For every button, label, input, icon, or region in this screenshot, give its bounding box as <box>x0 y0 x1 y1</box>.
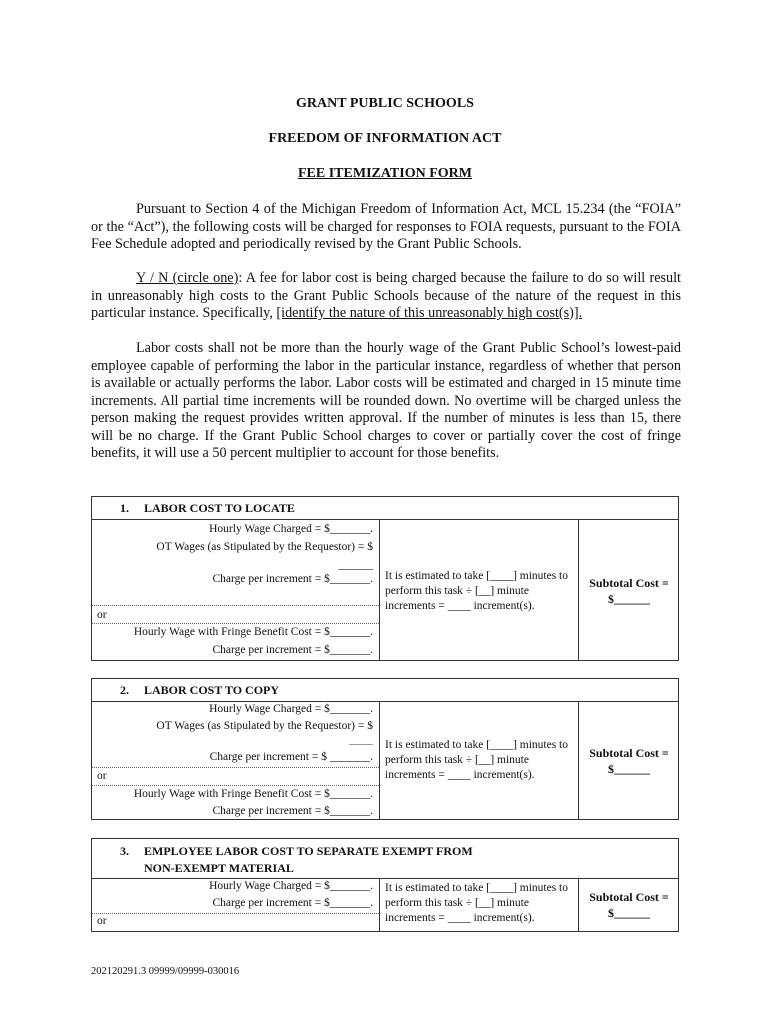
section-header <box>92 839 678 879</box>
fringe-wage-line[interactable]: Hourly Wage with Fringe Benefit Cost = $_______. <box>133 626 373 638</box>
section-title-2: NON-EXEMPT MATERIAL <box>144 861 294 875</box>
ot-wage-blank[interactable]: ______ <box>349 737 373 746</box>
hourly-wage-line[interactable]: Hourly Wage Charged = $_______. <box>209 880 373 892</box>
yn-paragraph <box>91 270 681 323</box>
charge-per-increment-line[interactable]: Charge per increment = $_______. <box>212 573 373 585</box>
subtotal-value[interactable]: $______ <box>608 592 650 606</box>
subtotal-value[interactable]: $______ <box>608 762 650 776</box>
estimate-text[interactable]: It is estimated to take [____] minutes to perform this task ÷ [__] minute increments = ____ increment(s). <box>385 882 569 924</box>
section-labor-copy <box>91 678 679 820</box>
or-label: or <box>97 915 107 927</box>
section-number: 2. <box>120 683 129 697</box>
subtotal-label: Subtotal Cost = <box>589 890 669 904</box>
document-footer-id: 202120291.3 09999/09999-030016 <box>91 966 240 977</box>
ot-wage-line[interactable]: OT Wages (as Stipulated by the Requestor) = $ <box>156 720 373 732</box>
ot-wage-blank[interactable]: ______ <box>338 559 373 571</box>
form-title: FEE ITEMIZATION FORM <box>298 166 472 181</box>
section-labor-locate <box>91 496 679 661</box>
charge-per-increment-line[interactable]: Charge per increment = $ _______. <box>209 751 373 763</box>
section-number: 3. <box>120 844 129 858</box>
charge-per-increment-2-line[interactable]: Charge per increment = $_______. <box>212 644 373 656</box>
charge-per-increment-line[interactable]: Charge per increment = $_______. <box>212 897 373 909</box>
act-title: FREEDOM OF INFORMATION ACT <box>268 131 502 146</box>
org-title: GRANT PUBLIC SCHOOLS <box>296 96 474 111</box>
intro-paragraph: Pursuant to Section 4 of the Michigan Freedom of Information Act, MCL 15.234 (the “FOIA” or the “Act”), the following costs will be charged for responses to FOIA requests, pursuant to the FOIA Fee Schedule adopted and periodically revised by the Grant Public Schools. <box>91 201 681 252</box>
section-title: LABOR COST TO LOCATE <box>144 501 295 515</box>
yn-text: : A fee for labor cost is being charged because the failure to do so will result in unreasonably high costs to the Grant Public Schools because of the nature of the request in this particular instance. Specifically, <box>91 270 681 321</box>
charge-per-increment-2-line[interactable]: Charge per increment = $_______. <box>212 805 373 817</box>
labor-paragraph: Labor costs shall not be more than the hourly wage of the Grant Public School’s lowest-paid employee capable of performing the labor in the particular instance, regardless of whether that person is available or actually performs the labor. Labor costs will be estimated and charged in 15 minute time increments. All partial time increments will be rounded down. No overtime will be charged unless the person making the request provides written approval. If the number of minutes is less than 15, there will be no charge. If the Grant Public School charges to cover or partially cover the cost of fringe benefits, it will use a 50 percent multiplier to account for those benefits. <box>91 340 681 461</box>
subtotal-value[interactable]: $______ <box>608 906 650 920</box>
section-labor-separate <box>91 838 679 932</box>
section-header <box>92 679 678 702</box>
yn-placeholder: [identify the nature of this unreasonably high cost(s)]. <box>276 305 583 321</box>
hourly-wage-line[interactable]: Hourly Wage Charged = $_______. <box>209 523 373 535</box>
hourly-wage-line[interactable]: Hourly Wage Charged = $_______. <box>209 703 373 715</box>
subtotal-label: Subtotal Cost = <box>589 576 669 590</box>
or-label: or <box>97 609 107 621</box>
section-header <box>92 497 678 520</box>
section-number: 1. <box>120 501 129 515</box>
section-title: EMPLOYEE LABOR COST TO SEPARATE EXEMPT FROM <box>144 844 473 858</box>
subtotal-label: Subtotal Cost = <box>589 746 669 760</box>
estimate-text[interactable]: It is estimated to take [____] minutes to perform this task ÷ [__] minute increments = ____ increment(s). <box>385 570 569 612</box>
yn-circle-label[interactable]: Y / N (circle one) <box>136 270 239 286</box>
or-label: or <box>97 770 107 782</box>
estimate-text[interactable]: It is estimated to take [____] minutes to perform this task ÷ [__] minute increments = ____ increment(s). <box>385 739 569 781</box>
fringe-wage-line[interactable]: Hourly Wage with Fringe Benefit Cost = $_______. <box>133 788 373 800</box>
ot-wage-line[interactable]: OT Wages (as Stipulated by the Requestor) = $ <box>156 541 373 553</box>
section-title: LABOR COST TO COPY <box>144 683 280 697</box>
